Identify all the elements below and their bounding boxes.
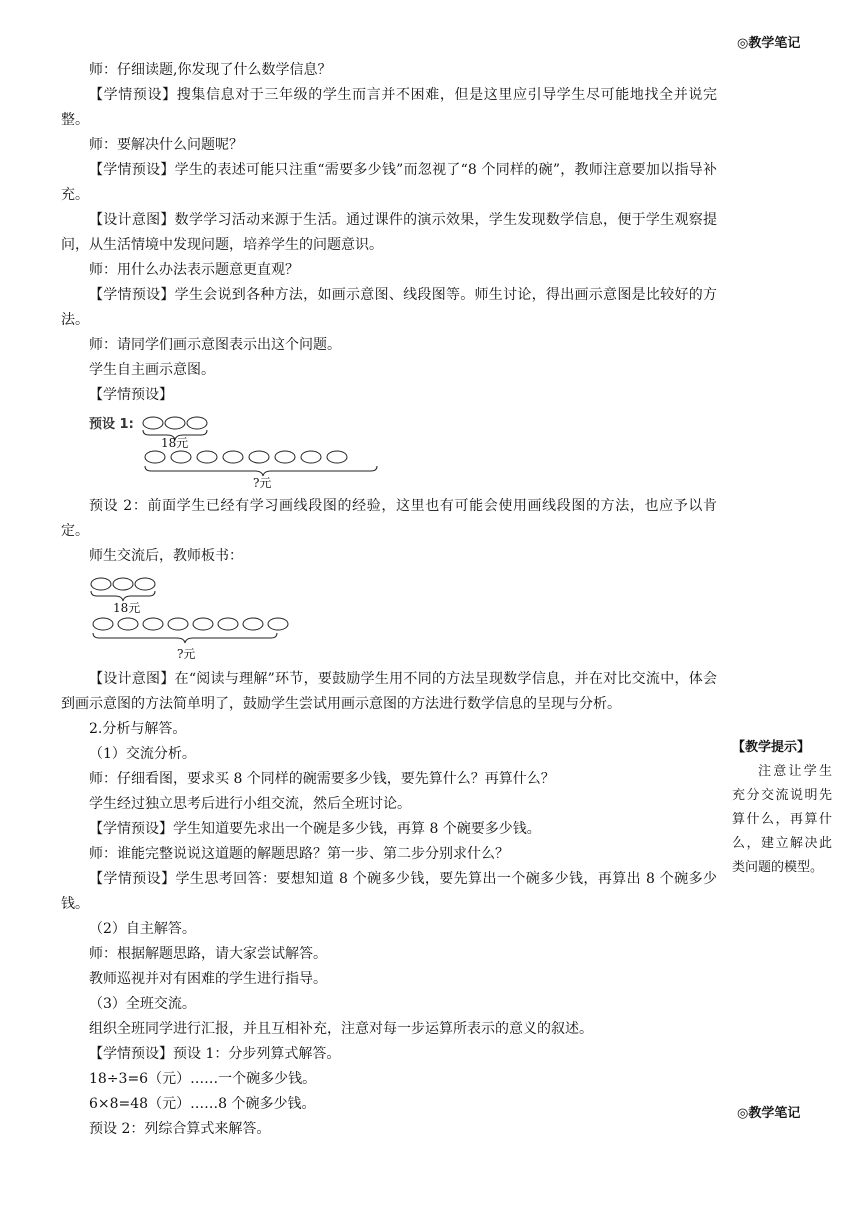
bowl-icon (91, 578, 111, 590)
bowl-icon (145, 451, 165, 463)
paragraph: （3）全班交流。 (89, 996, 196, 1012)
bowl-icon (187, 417, 207, 429)
paragraph: 师：仔细看图，要求买 8 个同样的碗需要多少钱，要先算什么？再算什么？ (89, 771, 555, 787)
paragraph: 学生经过独立思考后进行小组交流，然后全班讨论。 (89, 796, 411, 812)
diagram-1-bottom-label: ?元 (253, 476, 272, 490)
paragraph: 【学情预设】学生的表述可能只注重“需要多少钱”而忽视了“8 个同样的碗”，教师注意要加以指导补充。 (61, 162, 717, 203)
paragraph: 【学情预设】学生知道要先求出一个碗是多少钱，再算 8 个碗要多少钱。 (89, 821, 541, 837)
main-content (61, 58, 717, 1142)
diagram-1-top-label: 18元 (161, 436, 189, 450)
paragraph: （1）交流分析。 (89, 746, 196, 762)
tip-text: 注意让学生充分交流说明先算什么，再算什么，建立解决此类问题的模型。 (732, 764, 832, 875)
paragraph: 师：请同学们画示意图表示出这个问题。 (89, 337, 341, 353)
bowl-icon (165, 417, 185, 429)
top-brace (91, 591, 155, 601)
bowl-icon (243, 618, 263, 630)
bowl-icon (93, 618, 113, 630)
paragraph: 学生自主画示意图。 (89, 362, 215, 378)
bottom-brace (93, 633, 277, 643)
paragraph: 组织全班同学进行汇报，并且互相补充，注意对每一步运算所表示的意义的叙述。 (89, 1021, 593, 1037)
paragraph: 【设计意图】在“阅读与理解”环节，要鼓励学生用不同的方法呈现数学信息，并在对比交流中，体会到画示意图的方法简单明了，鼓励学生尝试用画示意图的方法进行数学信息的呈现与分析。 (61, 671, 717, 712)
bowl-diagram-1 (61, 410, 717, 492)
paragraph: 【设计意图】数学学习活动来源于生活。通过课件的演示效果，学生发现数学信息，便于学生观察提问，从生活情境中发现问题，培养学生的问题意识。 (61, 212, 717, 253)
paragraph: 18÷3=6（元）……一个碗多少钱。 (89, 1071, 317, 1087)
bowl-icon (143, 618, 163, 630)
diagram-2-top-label: 18元 (113, 601, 141, 615)
bowl-icon (171, 451, 191, 463)
paragraph: 预设 2：列综合算式来解答。 (89, 1121, 271, 1137)
paragraph: 2.分析与解答。 (89, 721, 187, 737)
bowl-icon (218, 618, 238, 630)
paragraph: 【学情预设】 (89, 387, 173, 403)
diagram-1-svg (141, 410, 441, 492)
bowl-icon (197, 451, 217, 463)
paragraph: 师：要解决什么问题呢？ (89, 137, 243, 153)
paragraph: 教师巡视并对有困难的学生进行指导。 (89, 971, 327, 987)
paragraph: 【学情预设】学生思考回答：要想知道 8 个碗多少钱，要先算出一个碗多少钱，再算出 8 个碗多少钱。 (61, 871, 717, 912)
paragraph: 师：仔细读题,你发现了什么数学信息？ (89, 62, 332, 78)
paragraph: （2）自主解答。 (89, 921, 196, 937)
paragraph: 师：谁能完整说说这道题的解题思路？第一步、第二步分别求什么？ (89, 846, 509, 862)
bowl-diagram-2 (61, 571, 717, 665)
bowl-icon (113, 578, 133, 590)
bowl-icon (168, 618, 188, 630)
paragraph: 【学情预设】预设 1：分步列算式解答。 (89, 1046, 341, 1062)
bowl-icon (268, 618, 288, 630)
paragraph: 师：用什么办法表示题意更直观？ (89, 262, 299, 278)
bowl-icon (301, 451, 321, 463)
diagram-prefix: 预设 1: (89, 417, 134, 432)
bowl-icon (327, 451, 347, 463)
bowl-icon (135, 578, 155, 590)
paragraph: 6×8=48（元）……8 个碗多少钱。 (89, 1096, 316, 1112)
diagram-2-bottom-label: ?元 (177, 647, 196, 661)
paragraph: 【学情预设】搜集信息对于三年级的学生而言并不困难，但是这里应引导学生尽可能地找全并说完整。 (61, 87, 717, 128)
tip-title: 【教学提示】 (732, 740, 811, 755)
bottom-brace (145, 466, 377, 476)
bowl-icon (193, 618, 213, 630)
bowl-icon (143, 417, 163, 429)
paragraph: 【学情预设】学生会说到各种方法，如画示意图、线段图等。师生讨论，得出画示意图是比较好的方法。 (61, 287, 717, 328)
bowl-icon (223, 451, 243, 463)
notes-footer: ◎教学笔记 (737, 1106, 801, 1121)
bowl-icon (249, 451, 269, 463)
bowl-icon (118, 618, 138, 630)
paragraph: 预设 2：前面学生已经有学习画线段图的经验，这里也有可能会使用画线段图的方法，也应予以肯定。 (61, 498, 717, 539)
paragraph: 师生交流后，教师板书： (89, 548, 243, 564)
paragraph: 师：根据解题思路，请大家尝试解答。 (89, 946, 327, 962)
bowl-icon (275, 451, 295, 463)
teaching-tip (732, 736, 832, 880)
diagram-2-svg (89, 571, 389, 665)
notes-header: ◎教学笔记 (737, 36, 801, 51)
